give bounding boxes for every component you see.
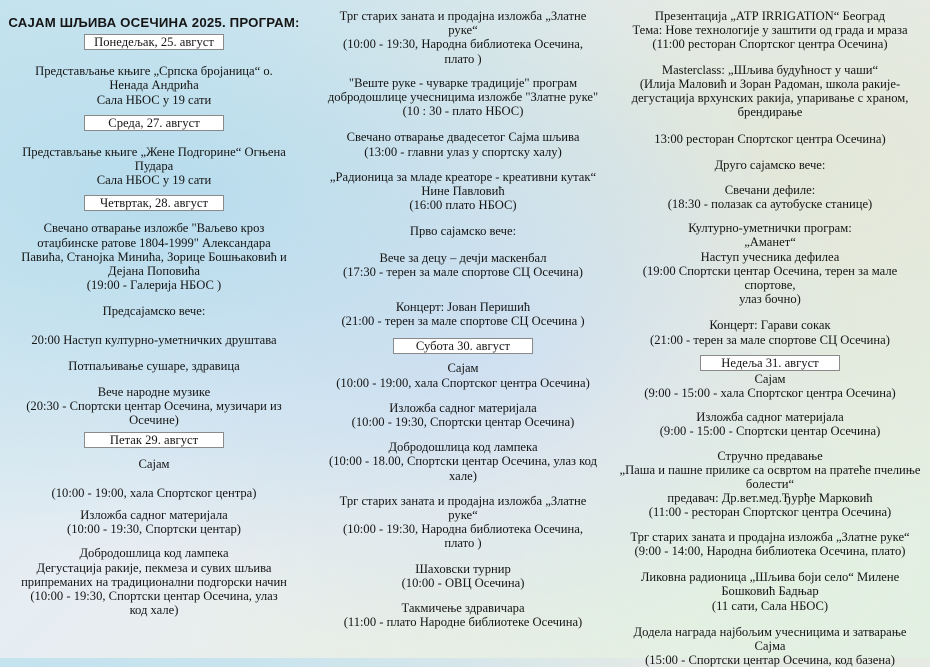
event-line: „Аманет“ — [744, 235, 796, 250]
event-line: (11:00 - ресторан Спортског центра Осечина) — [648, 505, 892, 520]
event-line: (10:00 - 19:30, Спортски центар Осечина, улаз — [30, 589, 278, 604]
event-fair-sun — [617, 372, 923, 400]
day-header-sunday — [617, 355, 923, 371]
event-line: (10:00 - 19:00, хала Спортског центра Осечина) — [336, 375, 590, 390]
event-fair: Сајам — [138, 456, 170, 471]
event-line: (10:00 - 19:30, Спортски центар Осечина) — [351, 415, 575, 430]
event-line: (11:00 - плато Народне библиотеке Осечина) — [343, 615, 583, 630]
event-chess-tournament — [313, 562, 613, 590]
event-line: (13:00 - главни улаз у спортску халу) — [364, 144, 562, 159]
event-line: Сајам — [754, 371, 786, 386]
day-label: Четвртак, 28. август — [84, 195, 224, 211]
event-line: (10:00 - 18.00, Спортски центар Осечина, улаз код — [329, 454, 597, 469]
event-seedling-exhibition — [8, 508, 300, 536]
event-golden-hands-sun — [617, 530, 923, 558]
event-line: руке“ — [448, 23, 478, 38]
event-line: дегустација врхунских ракија, упаривање с храном, — [631, 91, 909, 106]
event-line: Дегустација ракије, пекмеза и сувих шљива — [36, 560, 272, 575]
event-folk-music-evening — [8, 385, 300, 428]
event-line: код хале) — [129, 603, 179, 618]
event-line: Дејана Поповића — [108, 264, 200, 279]
event-line: (9:00 - 14:00, Народна библиотека Осечина, плато) — [634, 543, 906, 558]
event-line: "Веште руке - чуварке традиције" програм — [348, 75, 578, 90]
day-header-saturday — [313, 338, 613, 354]
event-line: (21:00 - терен за мале спортове СЦ Осечина) — [650, 332, 890, 347]
event-line: Трг старих заната и продајна изложба „Златне руке“ — [630, 529, 910, 544]
event-line: (9:00 - 15:00 - хала Спортског центра Осечина) — [644, 386, 896, 401]
event-line: Свечано отварање двадесетог Сајма шљива — [346, 130, 580, 145]
event-parade — [617, 183, 923, 211]
day-label: Понедељак, 25. август — [84, 34, 224, 50]
event-opening-ceremony — [313, 130, 613, 158]
event-golden-hands-sat — [313, 494, 613, 551]
day-label: Петак 29. август — [84, 432, 224, 448]
event-line: Изложба садног материјала — [389, 400, 537, 415]
event-fair-sat — [313, 361, 613, 389]
event-line: Изложба садног материјала — [696, 410, 844, 425]
event-line: Осечине) — [129, 413, 179, 428]
event-line: Бошковић Бадњар — [721, 584, 819, 599]
event-seedling-exhibition-sun — [617, 410, 923, 438]
event-kids-masquerade — [313, 251, 613, 279]
event-line: Сала НБОС у 19 сати — [96, 92, 212, 107]
event-line: (17:30 - терен за мале спортове СЦ Осечина) — [343, 264, 583, 279]
event-line: Masterclass: „Шљива будућност у чаши“ — [661, 62, 879, 77]
day-label: Недеља 31. август — [700, 355, 840, 371]
event-line: хале) — [449, 468, 477, 483]
event-line: Вече за децу – дечји маскенбал — [379, 250, 547, 265]
event-line: Павића, Станојка Минића, Зорице Бошњаковић и — [21, 249, 287, 264]
event-line: добродошлице учесницима изложбе "Златне руке" — [327, 90, 599, 105]
day-label: Субота 30. август — [393, 338, 533, 354]
event-fair-time: (10:00 - 19:00, хала Спортског центра) — [51, 485, 257, 500]
event-seedling-exhibition-sat — [313, 401, 613, 429]
event-line: (10:00 - 19:30, Спортски центар) — [67, 522, 241, 537]
event-line: Наступ учесника дефилеа — [700, 249, 840, 264]
program-column-3 — [617, 0, 923, 667]
event-amanet-program — [617, 221, 923, 306]
day-header-thursday — [8, 195, 300, 211]
event-line: руке“ — [448, 508, 478, 523]
event-line: Свечани дефиле: — [724, 182, 816, 197]
event-exhibition-valjevo — [8, 221, 300, 292]
day-header-wednesday — [8, 115, 300, 131]
event-masterclass-location: 13:00 ресторан Спортског центра Осечина) — [654, 132, 886, 147]
event-line: (11:00 ресторан Спортског центра Осечина) — [652, 37, 888, 52]
event-line: плато ) — [444, 51, 482, 66]
event-awards-closing — [617, 625, 923, 667]
event-line: Сајам — [447, 361, 479, 376]
event-line: Ликовна радионица „Шљива боји село“ Милене — [640, 570, 900, 585]
event-line: Представљање књиге „Српска бројаница“ о. — [35, 64, 273, 79]
event-line: Представљање књиге „Жене Подгорине“ Огњена — [22, 144, 286, 159]
event-line: Добродошлица код лампека — [388, 440, 538, 455]
event-masterclass — [617, 63, 923, 120]
event-line: „Радионица за младе креаторе - креативни кутак“ — [329, 169, 597, 184]
event-line: Добродошлица код лампека — [79, 546, 229, 561]
event-line: Концерт: Гарави сокак — [709, 318, 831, 333]
event-folk-ensembles: 20:00 Наступ културно-уметничких друштава — [31, 332, 277, 347]
event-line: Нине Павловић — [421, 184, 505, 199]
event-line: (10:00 - 19:30, Народна библиотека Осечина, — [343, 37, 583, 52]
program-column-1 — [8, 0, 300, 617]
event-book-srpska-brojanica — [8, 64, 300, 107]
event-line: (10:00 - 19:30, Народна библиотека Осечина, — [343, 522, 583, 537]
event-line: (16:00 плато НБОС) — [409, 198, 517, 213]
event-line: Трг старих заната и продајна изложба „Златне — [339, 493, 587, 508]
event-line: припреманих на традиционални подгорски начин — [21, 574, 287, 589]
event-creative-workshop — [313, 170, 613, 213]
event-line: Презентација „АТР IRRIGATION“ Београд — [654, 9, 886, 23]
event-line: Стручно предавање — [717, 448, 823, 463]
event-line: отаџбинске ратове 1804-1999" Александара — [37, 235, 271, 250]
event-line: Трг старих заната и продајна изложба „Златне — [339, 9, 587, 23]
event-toast-competition — [313, 601, 613, 629]
event-line: (Илија Маловић и Зоран Радоман, школа ракије- — [639, 76, 901, 91]
event-line: плато ) — [444, 536, 482, 551]
day-label: Среда, 27. август — [84, 115, 224, 131]
event-line: Ненада Андрића — [109, 78, 199, 93]
event-concert-garavi-sokak — [617, 318, 923, 346]
event-line: „Паша и пашне прилике са освртом на пратеће пчелиње — [619, 462, 921, 477]
event-line: (19:00 - Галерија НБОС ) — [86, 278, 222, 293]
event-line: Концерт: Јован Перишић — [395, 300, 531, 315]
event-book-zene-podgorine — [8, 145, 300, 188]
event-line: Тема: Нове технологије у заштити од града и мраза — [632, 23, 908, 38]
day-header-friday — [8, 432, 300, 448]
event-line: Свечано отварање изложбе "Ваљево кроз — [43, 221, 265, 236]
event-line: Изложба садног материјала — [80, 508, 228, 523]
event-skilled-hands — [313, 76, 613, 119]
event-line: Такмичење здравичара — [401, 601, 525, 616]
event-beekeeping-lecture — [617, 449, 923, 520]
event-line: брендирање — [737, 105, 803, 120]
event-line: (9:00 - 15:00 - Спортски центар Осечина) — [659, 424, 881, 439]
event-line: Сала НБОС у 19 сати — [96, 173, 212, 188]
event-line: болести“ — [745, 477, 795, 492]
event-line: (21:00 - терен за мале спортове СЦ Осечина ) — [341, 314, 585, 329]
event-line: (18:30 - полазак са аутобуске станице) — [667, 197, 873, 212]
event-line: предавач: Др.вет.мед.Ђурђе Марковић — [667, 491, 873, 506]
event-line: Шаховски турнир — [415, 561, 511, 576]
event-line: Додела награда најбољим учесницима и затварање Сајма — [633, 624, 907, 653]
event-line: улаз бочно) — [739, 292, 801, 307]
event-welcome-lampek-sat — [313, 440, 613, 483]
event-atr-presentation — [617, 9, 923, 52]
event-line: Културно-уметнички програм: — [688, 221, 852, 236]
event-golden-hands-fri — [313, 9, 613, 66]
event-art-workshop — [617, 570, 923, 613]
page-title: САЈАМ ШЉИВА ОСЕЧИНА 2025. ПРОГРАМ: — [8, 15, 300, 30]
section-second-evening: Друго сајамско вече: — [714, 157, 826, 172]
event-line: (10 : 30 - плато НБОС) — [402, 104, 524, 119]
event-line: Пудара — [134, 159, 174, 174]
event-line: (19:00 Спортски центар Осечина, терен за мале спортове, — [642, 263, 898, 293]
event-line: (15:00 - Спортски центар Осечина, код базена) — [645, 653, 895, 667]
event-welcome-lampek — [8, 546, 300, 617]
day-header-monday — [8, 34, 300, 50]
section-pre-fair-evening: Предсајамско вече: — [102, 304, 206, 319]
section-first-evening: Прво сајамско вече: — [409, 224, 517, 239]
event-line: (10:00 - ОВЦ Осечина) — [401, 575, 525, 590]
program-column-2 — [313, 0, 613, 630]
event-line: (11 сати, Сала НБОС) — [711, 598, 829, 613]
event-line: Вече народне музике — [97, 385, 211, 400]
event-dryer-lighting: Потпаљивање сушаре, здравица — [68, 358, 240, 373]
event-line: (20:30 - Спортски центар Осечина, музичари из — [26, 399, 282, 414]
event-concert-perisic — [313, 300, 613, 328]
